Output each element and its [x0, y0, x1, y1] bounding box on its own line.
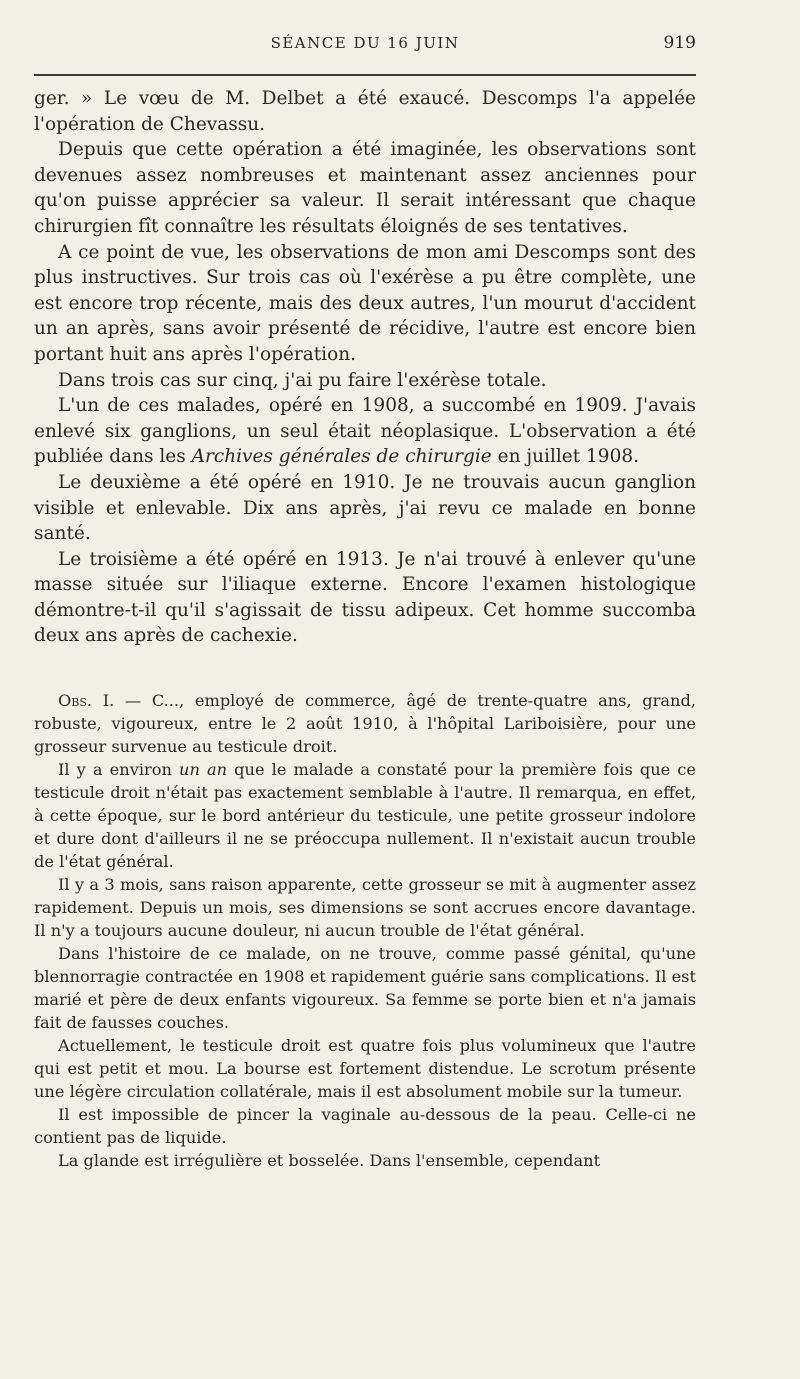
observation-label: Obs. I. [58, 691, 115, 711]
paragraph-5 [34, 393, 696, 470]
page-number: 919 [663, 33, 696, 53]
paragraph-5-text-a: L'un de ces malades, opéré en 1908, a succombé en 1909. J'avais enlevé six ganglions, un seul était néoplasique. L'observation a été publiée dans les [34, 395, 696, 468]
running-title: SÉANCE DU 16 JUIN [270, 34, 460, 52]
journal-title: Archives générales de chirurgie [191, 446, 492, 468]
observation-paragraph-4: Dans l'histoire de ce malade, on ne trouve, comme passé génital, qu'une blennorragie contractée en 1908 et rapidement guérie sans complications. Il est marié et père de deux enfants vigoureux. Sa femme se porte bien et n'a jamais fait de fausses couches. [34, 944, 696, 1033]
paragraph-7: Le troisième a été opéré en 1913. Je n'ai trouvé à enlever qu'une masse située sur l'iliaque externe. Encore l'examen histologique démontre-t-il qu'il s'agissait de tissu adipeux. Cet homme succomba deux ans après de cachexie. [34, 548, 696, 647]
paragraph-5-text-b: en juillet 1908. [491, 446, 640, 468]
observation-section [34, 689, 696, 1172]
paragraph-2: Depuis que cette opération a été imaginée, les observations sont devenues assez nombreuses et maintenant assez anciennes pour qu'on puisse apprécier sa valeur. Il serait intéressant que chaque chirurgien fît connaître les résultats éloignés de ses tentatives. [34, 139, 696, 237]
running-head [34, 0, 696, 66]
observation-text-2a: Il y a environ [58, 760, 180, 780]
observation-paragraph-7: La glande est irrégulière et bosselée. Dans l'ensemble, cependant [58, 1151, 601, 1171]
observation-paragraph-3: Il y a 3 mois, sans raison apparente, cette grosseur se mit à augmenter assez rapidement. Depuis un mois, ses dimensions se sont accrues encore davantage. Il n'y a toujours aucune douleur, ni aucun trouble de l'état général. [34, 875, 696, 941]
observation-paragraph-1 [34, 689, 696, 758]
paragraph-4: Dans trois cas sur cinq, j'ai pu faire l'exérèse totale. [58, 369, 547, 391]
observation-paragraph-2 [34, 758, 696, 873]
observation-italic: un an [179, 760, 228, 780]
observation-paragraph-6: Il est impossible de pincer la vaginale au-dessous de la peau. Celle-ci ne contient pas de liquide. [34, 1105, 696, 1148]
paragraph-1: ger. » Le vœu de M. Delbet a été exaucé. Descomps l'a appelée l'opération de Chevassu. [34, 88, 696, 135]
observation-text-2b: que le malade a constaté pour la première fois que ce testicule droit n'était pas exactement semblable à l'autre. Il remarqua, en effet, à cette époque, sur le bord antérieur du testicule, une petite grosseur indolore et dure dont d'ailleurs il ne se préoccupa nullement. Il n'existait aucun trouble de l'état général. [34, 760, 697, 872]
header-rule [34, 74, 696, 76]
observation-paragraph-5: Actuellement, le testicule droit est quatre fois plus volumineux que l'autre qui est petit et mou. La bourse est fortement distendue. Le scrotum présente une légère circulation collatérale, mais il est absolument mobile sur la tumeur. [34, 1036, 696, 1102]
paragraph-3: A ce point de vue, les observations de mon ami Descomps sont des plus instructives. Sur trois cas où l'exérèse a pu être complète, une est encore trop récente, mais des deux autres, l'un mourut d'accident un an après, sans avoir présenté de récidive, l'autre est encore bien portant huit ans après l'opération. [34, 241, 696, 365]
paragraph-6: Le deuxième a été opéré en 1910. Je ne trouvais aucun ganglion visible et enlevable. Dix ans après, j'ai revu ce malade en bonne santé. [34, 471, 696, 545]
observation-text-1: — C..., employé de commerce, âgé de trente-quatre ans, grand, robuste, vigoureux, entre le 2 août 1910, à l'hôpital Lariboisière, pour une grosseur survenue au testicule droit. [34, 691, 696, 757]
main-text [34, 86, 696, 649]
